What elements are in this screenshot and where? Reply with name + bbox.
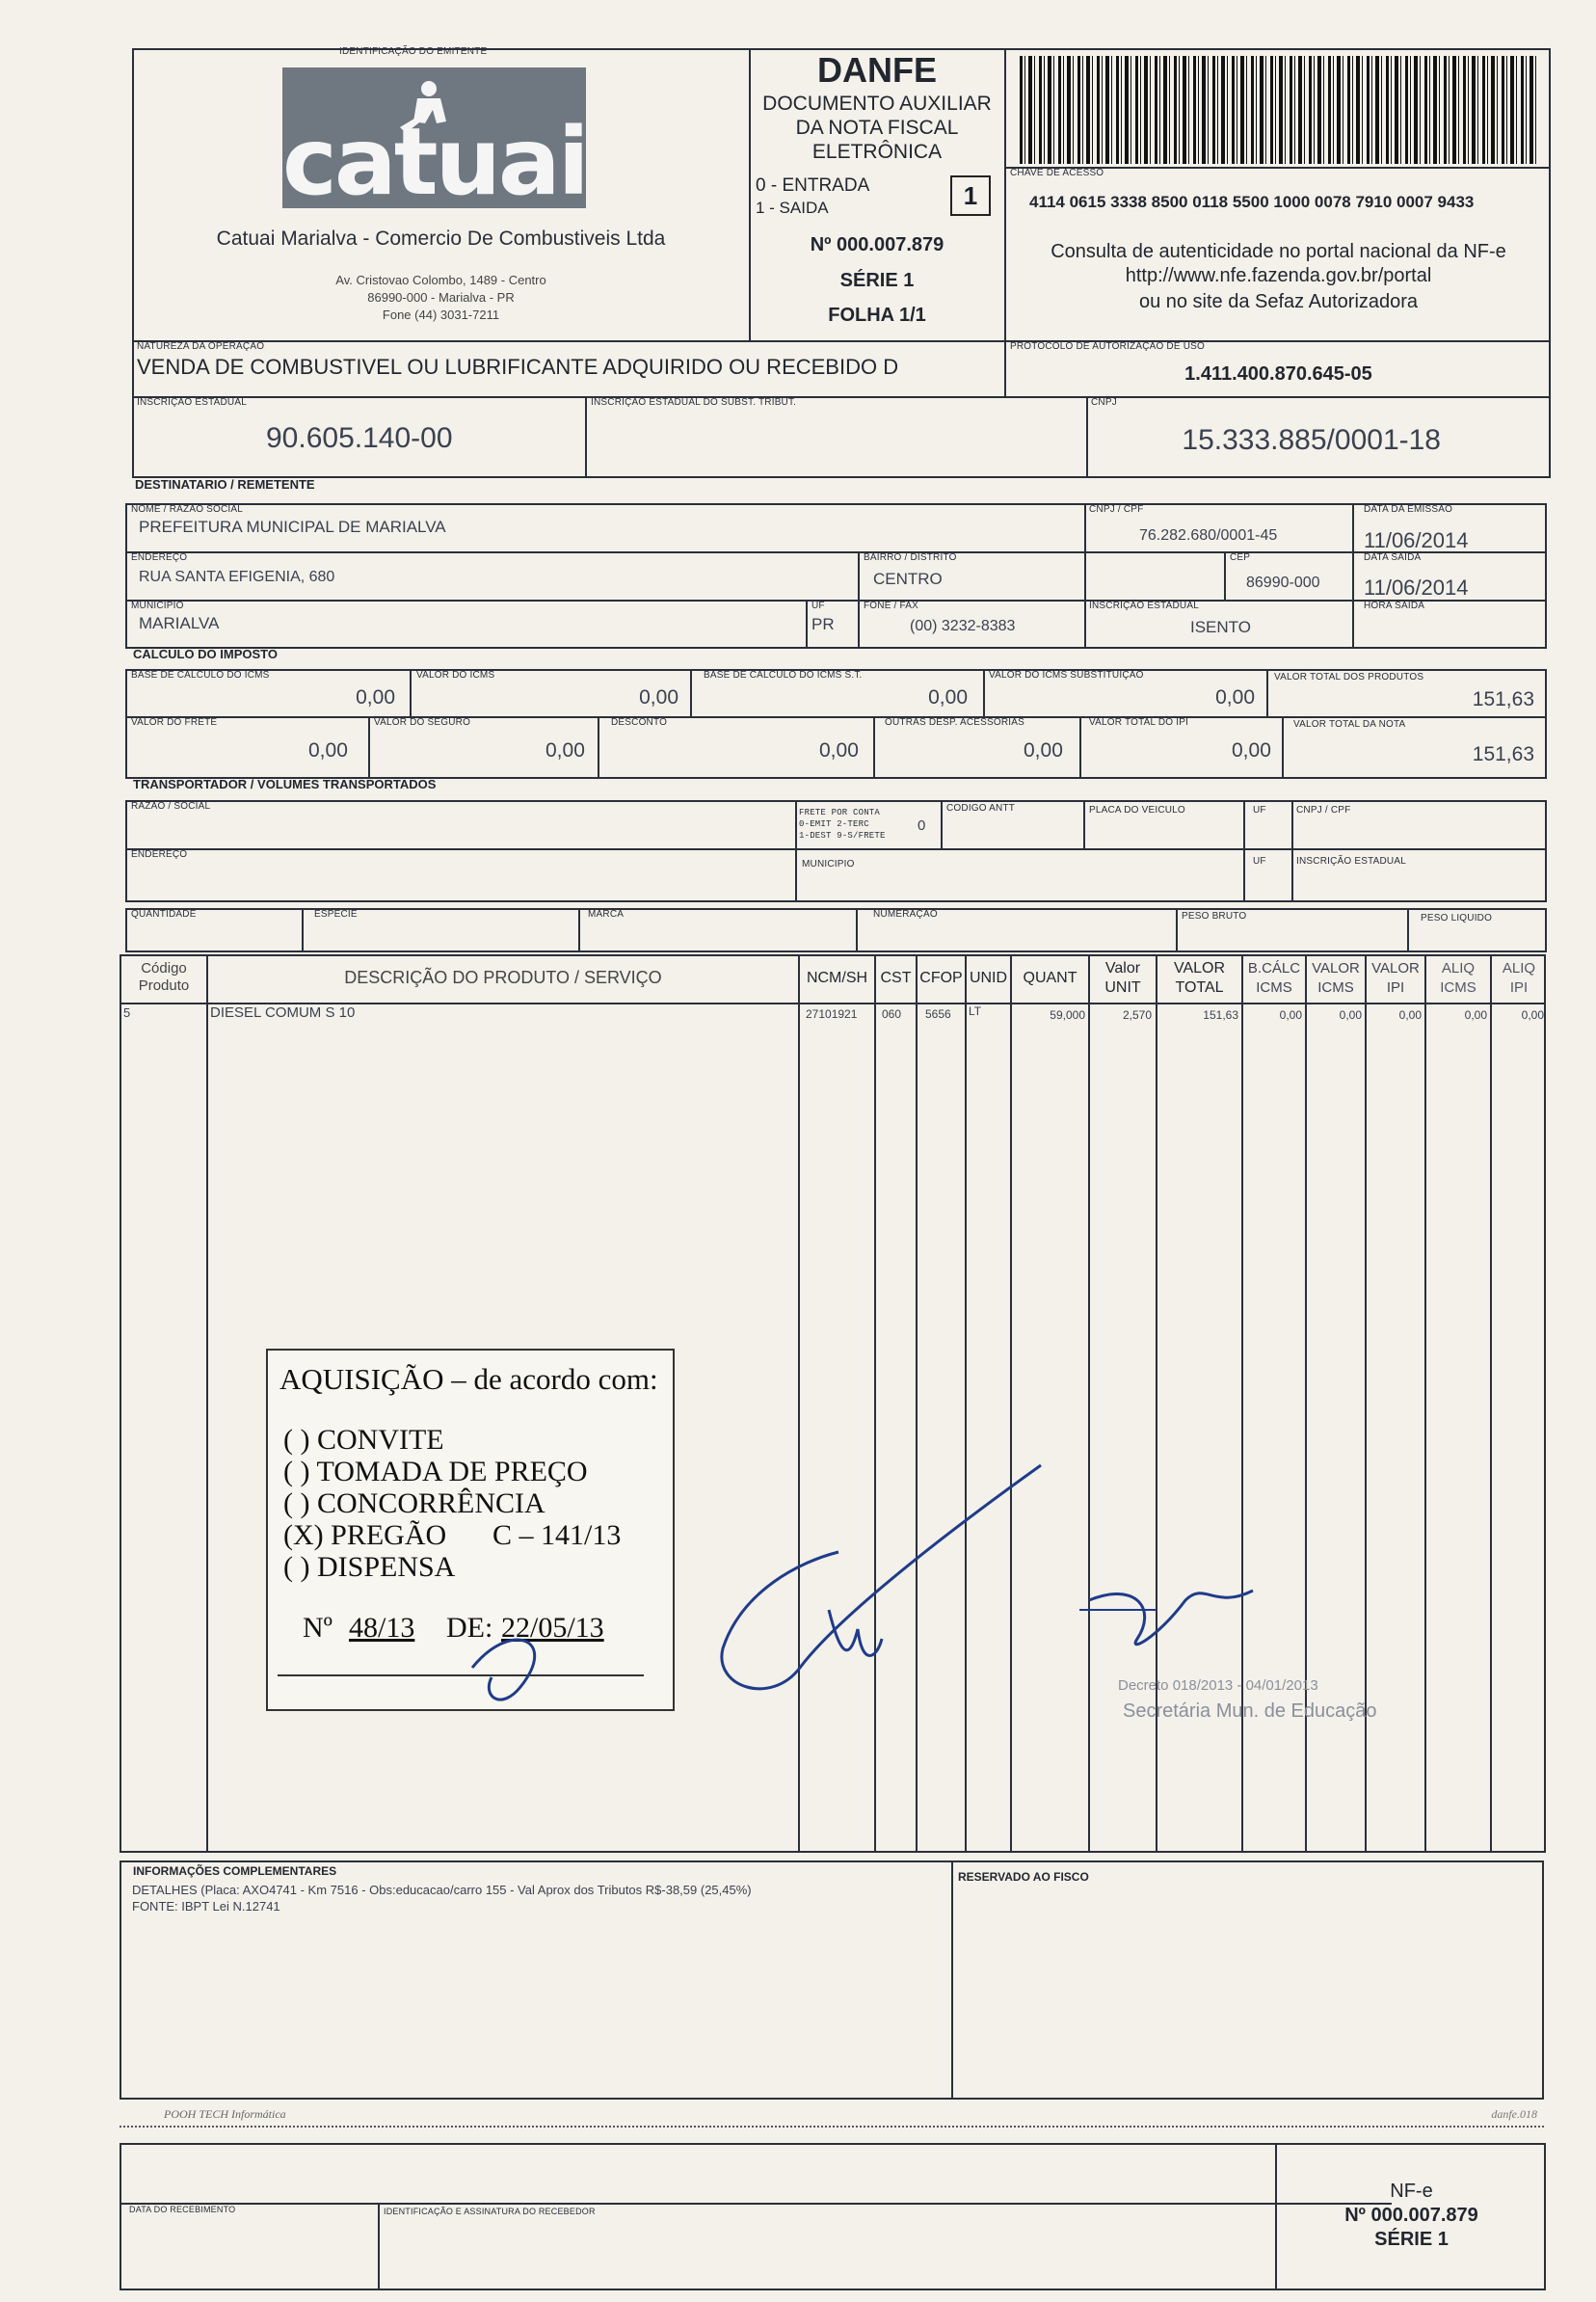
stamp-convite: ( ) CONVITE (283, 1424, 444, 1456)
info-line-2: FONTE: IBPT Lei N.12741 (132, 1899, 280, 1914)
carimbo-line-2: Secretária Mun. de Educação (1123, 1700, 1377, 1722)
emitente-section-label: IDENTIFICAÇÃO DO EMITENTE (339, 46, 488, 57)
v-icms: 0,00 (639, 686, 678, 709)
dest-fone-label: FONE / FAX (864, 601, 919, 611)
cell-vunit: 2,570 (1122, 1008, 1152, 1022)
canhoto-nfe: NF-e (1390, 2181, 1433, 2202)
th-unid: UNID (969, 970, 1008, 986)
dest-uf: PR (811, 615, 835, 633)
bc-icms: 0,00 (356, 686, 395, 709)
saida-label: 1 - SAIDA (756, 199, 829, 217)
cell-vipi: 0,00 (1398, 1008, 1422, 1022)
th-bcalc-2: ICMS (1256, 979, 1292, 996)
dest-hora-label: HORA SAÍDA (1364, 601, 1425, 611)
dest-cep-label: CEP (1230, 552, 1251, 563)
danfe-subtitle-1: DOCUMENTO AUXILIAR (762, 93, 992, 115)
nota-numero: Nº 000.007.879 (810, 234, 944, 255)
emitente-address-2: 86990-000 - Marialva - PR (367, 290, 515, 305)
danfe-subtitle-2: DA NOTA FISCAL (795, 117, 959, 139)
seguro: 0,00 (545, 739, 585, 762)
ipi-label: VALOR TOTAL DO IPI (1089, 717, 1189, 728)
transp-uf-label: UF (1253, 805, 1266, 816)
outras: 0,00 (1024, 739, 1063, 762)
dest-nome-label: NOME / RAZÃO SOCIAL (131, 504, 244, 515)
danfe-subtitle-3: ELETRÔNICA (811, 141, 943, 163)
dest-ie: ISENTO (1190, 618, 1251, 636)
th-aipi-2: IPI (1509, 979, 1529, 996)
th-cfop: CFOP (919, 970, 963, 986)
cell-aipi: 0,00 (1521, 1008, 1544, 1022)
seguro-label: VALOR DO SEGURO (374, 717, 471, 728)
th-ncm: NCM/SH (806, 970, 868, 986)
bc-icms-label: BASE DE CALCULO DO ICMS (131, 670, 270, 681)
consulta-line-1: Consulta de autenticidade no portal nacional da NF-e (1051, 241, 1506, 262)
dest-fone: (00) 3232-8383 (910, 618, 1016, 634)
info-label: INFORMAÇÕES COMPLEMENTARES (133, 1864, 337, 1878)
stamp-date: 22/05/13 (501, 1612, 604, 1644)
th-bcalc-1: B.CÁLC (1247, 960, 1301, 977)
barcode (1020, 56, 1540, 164)
cell-unid: LT (969, 1004, 982, 1018)
canhoto-serie: SÉRIE 1 (1374, 2229, 1449, 2250)
numeracao-label: NUMERAÇÃO (873, 909, 938, 920)
cell-cst: 060 (882, 1007, 902, 1021)
transp-razao-label: RAZÃO / SOCIAL (131, 801, 211, 812)
th-aicms-1: ALIQ (1441, 960, 1476, 977)
nota-serie: SÉRIE 1 (839, 270, 915, 291)
placa-label: PLACA DO VEICULO (1089, 805, 1185, 816)
th-codigo-2: Produto (138, 977, 190, 994)
transp-ie-label: INSCRIÇÃO ESTADUAL (1296, 856, 1406, 867)
logo-text: catuai (282, 108, 587, 216)
th-aicms-2: ICMS (1440, 979, 1476, 996)
danfe-title: DANFE (817, 50, 937, 90)
transportador-section: TRANSPORTADOR / VOLUMES TRANSPORTADOS (133, 777, 437, 791)
canhoto-ident-label: IDENTIFICAÇÃO E ASSINATURA DO RECEBEDOR (384, 2207, 596, 2216)
frete: 0,00 (308, 739, 348, 762)
marca-label: MARCA (588, 909, 625, 920)
destinatario-section: DESTINATARIO / REMETENTE (135, 477, 315, 492)
th-vunit-2: UNIT (1104, 979, 1141, 996)
consulta-line-2: http://www.nfe.fazenda.gov.br/portal (1125, 265, 1432, 286)
carimbo-line-1: Decreto 018/2013 - 04/01/2013 (1118, 1677, 1318, 1694)
frete-por-conta-3: 1-DEST 9-S/FRETE (799, 831, 886, 841)
outras-label: OUTRAS DESP. ACESSORIAS (885, 717, 1025, 728)
stamp-num: 48/13 (349, 1612, 415, 1644)
v-icms-label: VALOR DO ICMS (416, 670, 495, 681)
stamp-pregao-numero: C – 141/13 (492, 1519, 622, 1551)
transp-cnpj-label: CNPJ / CPF (1296, 805, 1351, 816)
stamp-title: AQUISIÇÃO – de acordo com: (279, 1362, 658, 1396)
chave-label: CHAVE DE ACESSO (1010, 168, 1104, 178)
frete-por-conta-1: FRETE POR CONTA (799, 808, 881, 817)
stamp-num-label: Nº (303, 1612, 332, 1644)
th-vicms-2: ICMS (1317, 979, 1354, 996)
cell-aicms: 0,00 (1464, 1008, 1487, 1022)
v-prod: 151,63 (1472, 688, 1534, 710)
th-vtotal-2: TOTAL (1175, 979, 1224, 996)
tipo-operacao-box: 1 (950, 175, 991, 216)
iest-label: INSCRIÇÃO ESTADUAL DO SUBST. TRIBUT. (591, 397, 797, 408)
th-vtotal-1: VALOR (1173, 960, 1226, 977)
cell-bcalc: 0,00 (1279, 1008, 1302, 1022)
stamp-dispensa: ( ) DISPENSA (283, 1551, 456, 1583)
transp-municipio-label: MUNICIPIO (802, 859, 855, 870)
nota-folha: FOLHA 1/1 (828, 305, 926, 326)
cnpj-value: 15.333.885/0001-18 (1182, 424, 1441, 456)
protocolo-value: 1.411.400.870.645-05 (1184, 363, 1372, 385)
cell-descricao: DIESEL COMUM S 10 (210, 1004, 356, 1021)
emitente-name: Catuai Marialva - Comercio De Combustiveis Ltda (216, 228, 666, 250)
especie-label: ESPÉCIE (314, 909, 358, 920)
natureza-label: NATUREZA DA OPERAÇÃO (137, 341, 265, 352)
v-nota: 151,63 (1472, 743, 1534, 765)
qtd-label: QUANTIDADE (131, 909, 197, 920)
dest-municipio-label: MUNICIPIO (131, 601, 184, 611)
dest-municipio: MARIALVA (139, 614, 220, 632)
th-vipi-2: IPI (1386, 979, 1405, 996)
peso-liquido-label: PESO LIQUIDO (1421, 913, 1493, 923)
dest-emissao-label: DATA DA EMISSÃO (1364, 504, 1453, 515)
cell-codigo: 5 (123, 1005, 131, 1020)
rodape-right: danfe.018 (1491, 2107, 1537, 2121)
cnpj-label: CNPJ (1091, 397, 1117, 408)
frete-label: VALOR DO FRETE (131, 717, 218, 728)
bc-st: 0,00 (928, 686, 968, 709)
stamp-concorrencia: ( ) CONCORRÊNCIA (283, 1487, 545, 1519)
stamp-date-label: DE: (446, 1612, 493, 1644)
stamp-pregao: (X) PREGÃO (283, 1519, 447, 1551)
emitente-phone: Fone (44) 3031-7211 (382, 308, 500, 322)
cut-line (120, 2126, 1544, 2128)
th-codigo-1: Código (141, 960, 187, 977)
protocolo-label: PROTOCOLO DE AUTORIZAÇÃO DE USO (1010, 341, 1205, 352)
ipi: 0,00 (1232, 739, 1271, 762)
dest-bairro: CENTRO (873, 570, 943, 588)
cell-vicms: 0,00 (1339, 1008, 1362, 1022)
th-vipi-1: VALOR (1371, 960, 1420, 977)
consulta-line-3: ou no site da Sefaz Autorizadora (1138, 291, 1419, 312)
natureza-value: VENDA DE COMBUSTIVEL OU LUBRIFICANTE ADQUIRIDO OU RECEBIDO D (137, 355, 899, 379)
dest-ie-label: INSCRIÇÃO ESTADUAL (1089, 601, 1199, 611)
transp-uf2-label: UF (1253, 856, 1266, 867)
stamp-tomada: ( ) TOMADA DE PREÇO (283, 1456, 588, 1487)
ie-label: INSCRIÇÃO ESTADUAL (137, 397, 247, 408)
dest-nome: PREFEITURA MUNICIPAL DE MARIALVA (139, 518, 446, 536)
th-cst: CST (880, 970, 912, 986)
transp-endereco-label: ENDEREÇO (131, 849, 188, 860)
info-line-1: DETALHES (Placa: AXO4741 - Km 7516 - Obs:educacao/carro 155 - Val Aprox dos Tributos R$-38,59 (25,45%) (132, 1883, 752, 1897)
dest-saida-label: DATA SAÍDA (1364, 552, 1422, 563)
ie-value: 90.605.140-00 (266, 422, 453, 454)
antt-label: CODIGO ANTT (946, 803, 1016, 814)
th-quant: QUANT (1023, 970, 1077, 986)
catuai-logo (282, 67, 587, 216)
dest-endereco: RUA SANTA EFIGENIA, 680 (139, 569, 335, 585)
dest-cnpj: 76.282.680/0001-45 (1139, 527, 1278, 544)
canhoto-numero: Nº 000.007.879 (1344, 2205, 1478, 2226)
th-descricao: DESCRIÇÃO DO PRODUTO / SERVIÇO (344, 968, 662, 987)
peso-bruto-label: PESO BRUTO (1182, 911, 1247, 922)
chave-acesso: 4114 0615 3338 8500 0118 5500 1000 0078 7910 0007 9433 (1029, 193, 1475, 211)
dest-cep: 86990-000 (1246, 575, 1320, 591)
nota-label: VALOR TOTAL DA NOTA (1293, 719, 1406, 730)
dest-bairro-label: BAIRRO / DISTRITO (864, 552, 957, 563)
desconto-label: DESCONTO (611, 717, 668, 728)
th-aipi-1: ALIQ (1502, 960, 1536, 977)
frete-por-conta-value: 0 (918, 817, 926, 834)
cell-cfop: 5656 (925, 1007, 951, 1021)
canhoto-data-label: DATA DO RECEBIMENTO (129, 2205, 236, 2214)
dest-cnpj-label: CNPJ / CPF (1089, 504, 1144, 515)
dest-endereco-label: ENDEREÇO (131, 552, 188, 563)
rodape-left: POOH TECH Informática (164, 2107, 286, 2121)
dest-saida: 11/06/2014 (1364, 576, 1469, 600)
v-st: 0,00 (1215, 686, 1255, 709)
cell-ncm: 27101921 (806, 1007, 858, 1021)
emitente-address-1: Av. Cristovao Colombo, 1489 - Centro (335, 273, 546, 287)
entrada-label: 0 - ENTRADA (756, 175, 870, 196)
dest-emissao: 11/06/2014 (1364, 528, 1469, 552)
v-prod-label: VALOR TOTAL DOS PRODUTOS (1274, 672, 1424, 683)
dest-uf-label: UF (811, 601, 825, 611)
frete-por-conta-2: 0-EMIT 2-TERC (799, 819, 869, 829)
cell-vtotal: 151,63 (1203, 1008, 1238, 1022)
fisco-label: RESERVADO AO FISCO (958, 1870, 1089, 1884)
v-st-label: VALOR DO ICMS SUBSTITUIÇÃO (989, 670, 1144, 681)
imposto-section: CÁLCULO DO IMPOSTO (133, 647, 278, 661)
bc-st-label: BASE DE CALCULO DO ICMS S.T. (704, 670, 863, 681)
desconto: 0,00 (819, 739, 859, 762)
cell-quant: 59,000 (1050, 1008, 1085, 1022)
th-vunit-1: Valor (1104, 960, 1141, 977)
th-vicms-1: VALOR (1312, 960, 1360, 977)
